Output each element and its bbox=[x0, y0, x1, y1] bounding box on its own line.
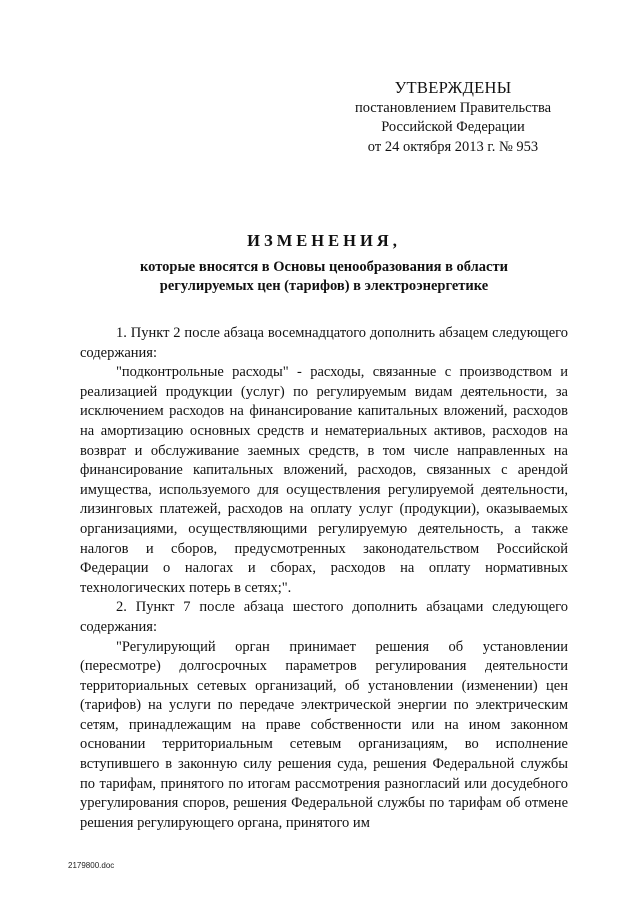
document-body bbox=[80, 324, 568, 833]
document-subtitle bbox=[60, 258, 588, 296]
paragraph-item-1: 1. Пункт 2 после абзаца восемнадцатого дополнить абзацем следующего содержания: bbox=[80, 325, 568, 361]
approval-line: постановлением Правительства bbox=[354, 99, 552, 116]
paragraph-quote-2: "Регулирующий орган принимает решения об установлении (пересмотре) долгосрочных параметров регулирования деятельности территориальных сетевых организаций, об установлении (изменении) цен (тарифов) на услуги по передаче электрической энергии по электрическим сетям, принадлежащим на праве собственности или на ином законном основании территориальным сетевым организациям, во исполнение вступившего в законную силу решения суда, решения Федеральной службы по тарифам, принятого по итогам рассмотрения разногласий или досудебного урегулирования споров, решения Федеральной службы по тарифам об отмене решения регулирующего органа, принятого им bbox=[80, 638, 568, 831]
approval-block bbox=[333, 78, 573, 157]
subtitle-line: которые вносятся в Основы ценообразования в области bbox=[140, 259, 508, 275]
paragraph-item-2: 2. Пункт 7 после абзаца шестого дополнить абзацами следующего содержания: bbox=[80, 599, 568, 635]
paragraph-quote-1: "подконтрольные расходы" - расходы, связанные с производством и реализацией продукции (услуг) по регулируемым видам деятельности, за исключением расходов на финансирование капитальных вложений, расходов на амортизацию основных средств и нематериальных активов, расходов на возврат и обслуживание заемных средств, в том числе направленных на финансирование капитальных вложений, расходов, связанных с арендой имущества, используемого для осуществления регулируемой деятельности, лизинговых платежей, расходов на оплату услуг (продукции), оказываемых организациями, осуществляющими регулируемую деятельность, а также налогов и сборов, предусмотренных законодательством Российской Федерации о налогах и сборах, расходов на оплату нормативных технологических потерь в сетях;". bbox=[80, 364, 568, 596]
approval-date-number: от 24 октября 2013 г. № 953 bbox=[367, 138, 539, 155]
file-name-footer: 2179800.doc bbox=[68, 861, 115, 870]
subtitle-line: регулируемых цен (тарифов) в электроэнергетике bbox=[159, 278, 489, 294]
approval-line: Российской Федерации bbox=[381, 119, 525, 135]
approval-heading: УТВЕРЖДЕНЫ bbox=[394, 78, 512, 97]
document-title: ИЗМЕНЕНИЯ, bbox=[247, 231, 401, 250]
